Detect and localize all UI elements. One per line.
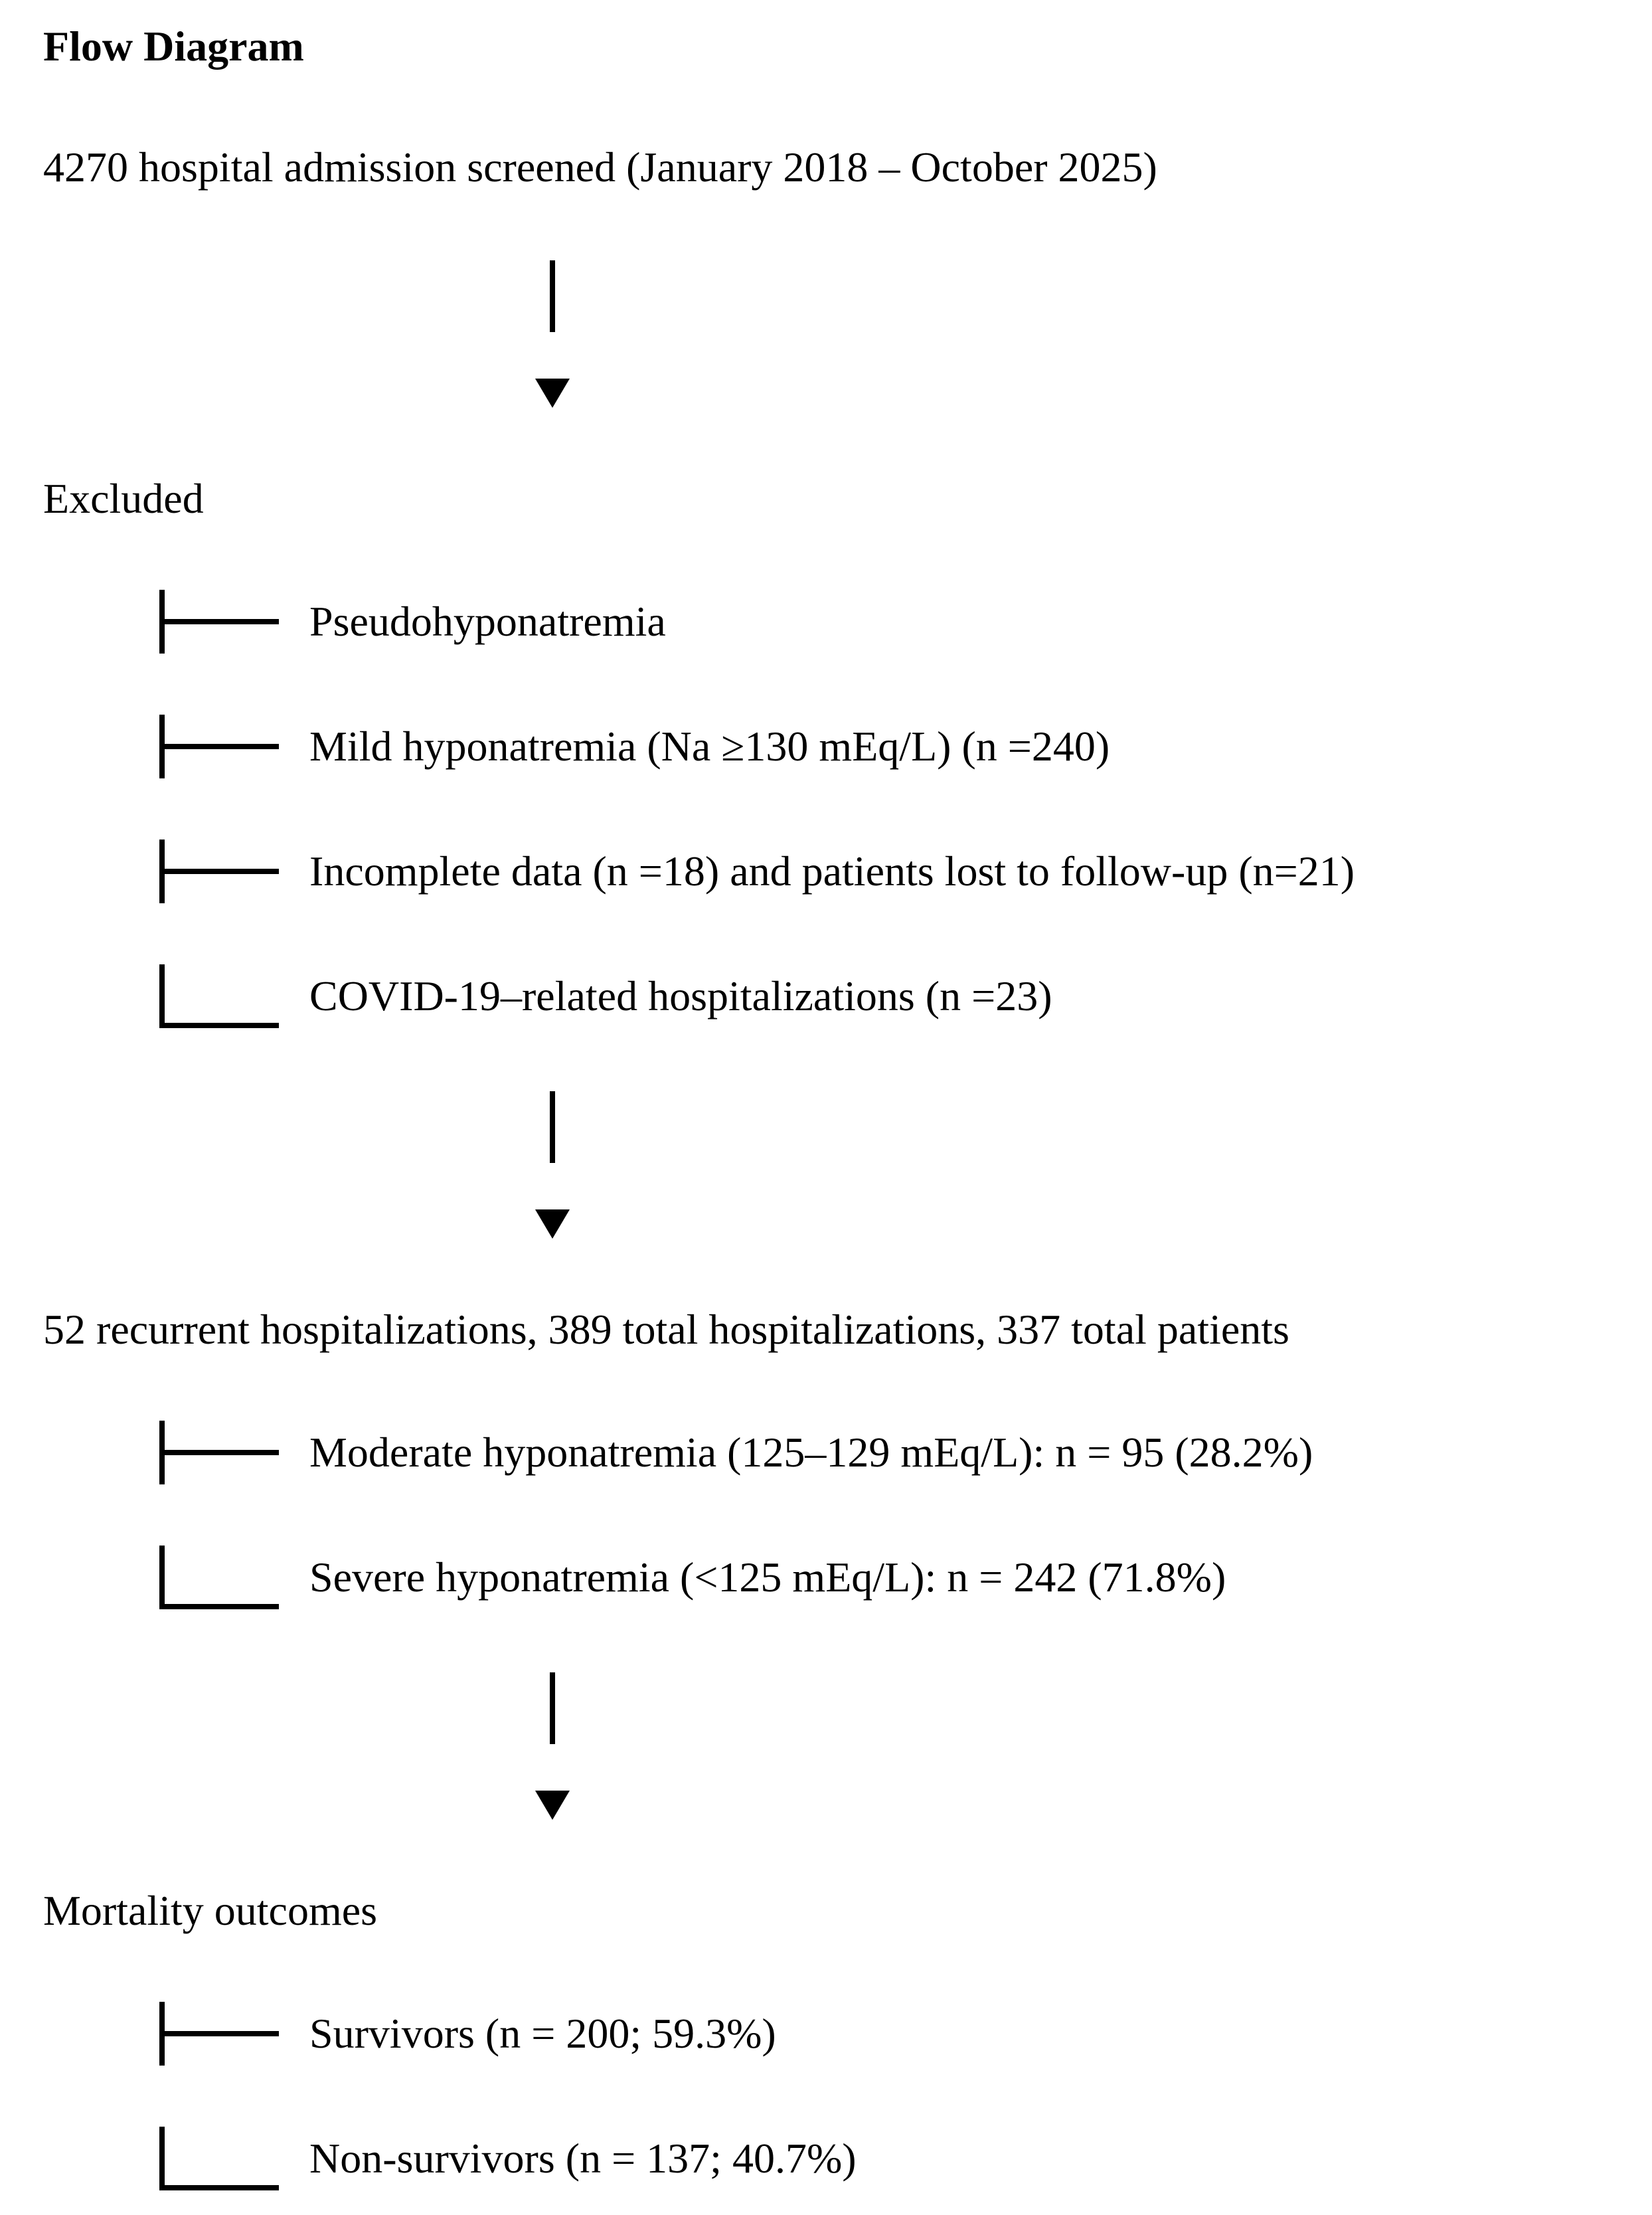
branch-label: Severe hyponatremia (<125 mEq/L): n = 242 (71.8%) [309, 1553, 1226, 1601]
arrow-stem [550, 1091, 555, 1163]
branch-label: COVID-19–related hospitalizations (n =23) [309, 972, 1052, 1019]
mortality-section-label: Mortality outcomes [43, 1887, 378, 1934]
arrow-down-icon [535, 1209, 570, 1239]
tree-tee-icon [159, 2002, 284, 2066]
excluded-item-row [159, 715, 1639, 778]
branch-label: Incomplete data (n =18) and patients lost to follow-up (n=21) [309, 847, 1355, 895]
excluded-section-label: Excluded [43, 475, 204, 522]
mortality-item-row [159, 2127, 1639, 2190]
branch-label: Pseudohyponatremia [309, 598, 666, 645]
arrow-stem [550, 260, 555, 332]
cohort-section-label: 52 recurrent hospitalizations, 389 total hospitalizations, 337 total patients [43, 1306, 1289, 1353]
excluded-item-row [159, 964, 1639, 1028]
arrow-down-icon [535, 1791, 570, 1820]
screened-node: 4270 hospital admission screened (January 2018 – October 2025) [43, 143, 1157, 191]
arrow-down-icon [535, 379, 570, 408]
mortality-item-row [159, 2002, 1639, 2066]
branch-label: Survivors (n = 200; 59.3%) [309, 2010, 776, 2057]
tree-tee-icon [159, 590, 284, 654]
tree-tee-icon [159, 840, 284, 903]
cohort-item-row [159, 1421, 1639, 1484]
tree-elbow-icon [159, 1546, 284, 1609]
cohort-item-row [159, 1546, 1639, 1609]
flow-arrow-2 [535, 1091, 578, 1239]
branch-label: Mild hyponatremia (Na ≥130 mEq/L) (n =240) [309, 723, 1110, 770]
branch-label: Moderate hyponatremia (125–129 mEq/L): n = 95 (28.2%) [309, 1429, 1313, 1476]
tree-tee-icon [159, 715, 284, 778]
flow-arrow-3 [535, 1672, 578, 1820]
tree-tee-icon [159, 1421, 284, 1484]
flow-arrow-1 [535, 260, 578, 408]
tree-elbow-icon [159, 964, 284, 1028]
tree-elbow-icon [159, 2127, 284, 2190]
excluded-item-row [159, 840, 1639, 903]
arrow-stem [550, 1672, 555, 1744]
page-title: Flow Diagram [43, 23, 304, 70]
branch-label: Non-survivors (n = 137; 40.7%) [309, 2135, 857, 2182]
excluded-item-row [159, 590, 1639, 654]
